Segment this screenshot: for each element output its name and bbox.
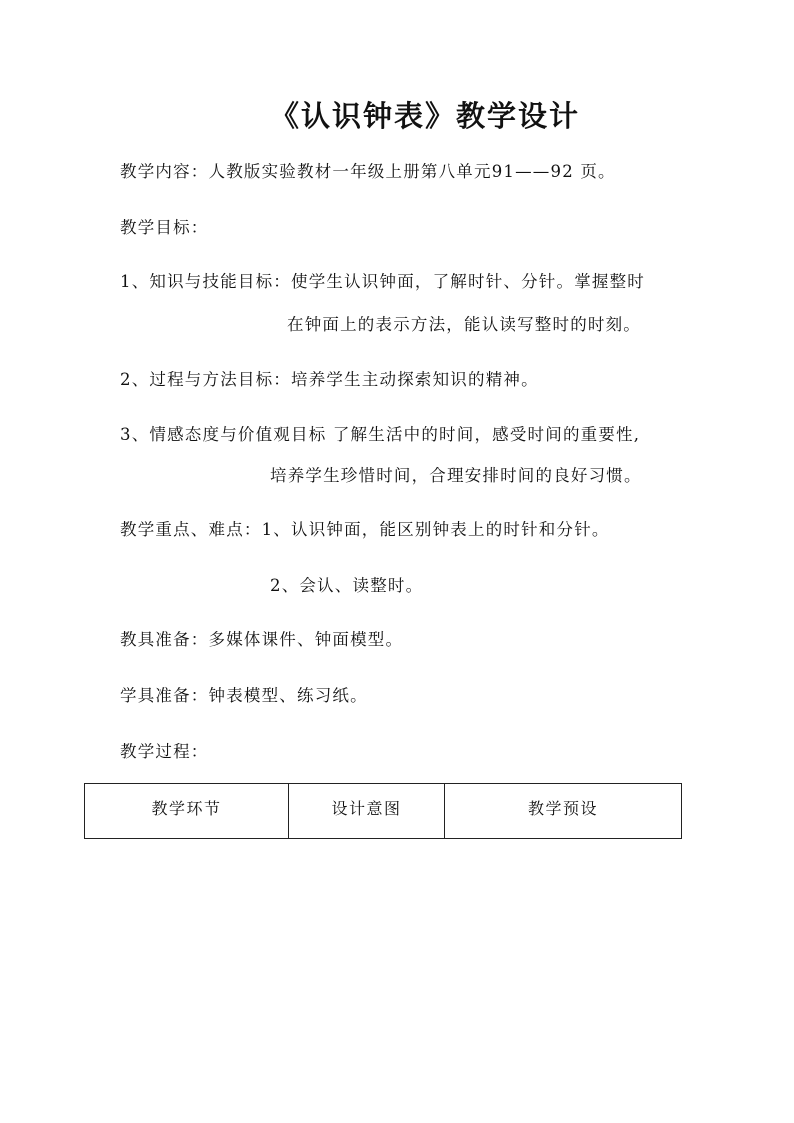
goals-heading: 教学目标：	[120, 218, 209, 237]
key-points-second: 2、会认、读整时。	[270, 576, 424, 595]
teaching-content: 教学内容：人教版实验教材一年级上册第八单元91——92 页。	[120, 162, 616, 181]
header-design-intent: 设计意图	[289, 784, 445, 839]
header-teaching-plan: 教学预设	[445, 784, 682, 839]
table-header-row	[85, 784, 682, 839]
key-points: 教学重点、难点：1、认识钟面，能区别钟表上的时针和分针。	[120, 520, 610, 539]
student-tools: 学具准备：钟表模型、练习纸。	[120, 686, 368, 705]
process-heading: 教学过程：	[120, 742, 209, 761]
teacher-tools: 教具准备：多媒体课件、钟面模型。	[120, 630, 404, 649]
goal-knowledge-continued: 在钟面上的表示方法，能认读写整时的时刻。	[287, 315, 641, 334]
document-title: 《认识钟表》教学设计	[269, 99, 580, 133]
goal-knowledge: 1、知识与技能目标：使学生认识钟面，了解时针、分针。掌握整时	[120, 272, 645, 291]
header-teaching-stage: 教学环节	[85, 784, 289, 839]
goal-process: 2、过程与方法目标：培养学生主动探索知识的精神。	[120, 370, 539, 389]
goal-attitude: 3、情感态度与价值观目标 了解生活中的时间，感受时间的重要性,	[120, 425, 641, 444]
teaching-process-table	[84, 783, 682, 839]
goal-attitude-continued: 培养学生珍惜时间，合理安排时间的良好习惯。	[270, 466, 642, 485]
